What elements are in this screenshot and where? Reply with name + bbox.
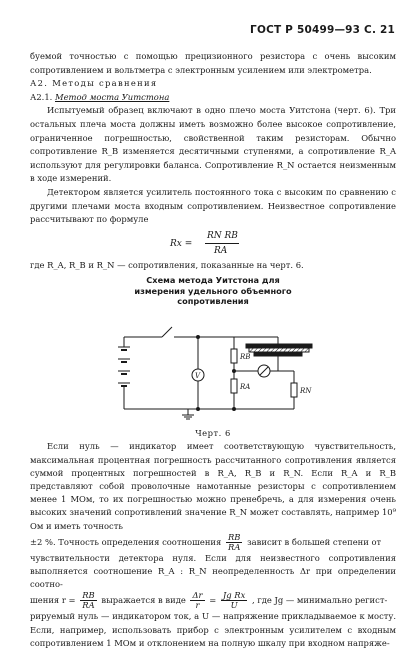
ratio-line-mid: выражается в виде [101, 595, 186, 606]
subsection-heading [30, 91, 396, 105]
figure-caption: Черт. 6 [195, 427, 231, 438]
detector-paragraph: Детектором является усилитель постоянного тока с высоким по сравнению с другими плечами моста входным сопротивлением. Неизвестное сопротивление рассчитывают по формуле [30, 186, 396, 225]
sensitivity-paragraph: чувствительности детектора нуля. Если для неизвестного сопротивления выполняется соотношение R_A : R_N неопределенность Δr при определении соотно- [30, 552, 396, 590]
ground-icon [182, 409, 194, 419]
delta-numerator: Δr [192, 590, 203, 601]
voltmeter-label: V [195, 371, 201, 380]
r-ratio [80, 591, 96, 610]
ratio-line [30, 591, 396, 610]
figure-title-line: Схема метода Уитстона для [146, 275, 280, 286]
bridge-paragraph: Испытуемый образец включают в одно плечо моста Уитстона (черт. 6). Три остальных плеча моста должны иметь возможно более высокое сопротивление, ограниченное погрешностью, свойственной таким резисторам. Обычно сопротивление R_B изменяется десятичными ступенями, а сопротивление R_A используют для регулировки баланса. Сопротивление R_N остается неизменным в ходе измерений. [30, 105, 396, 184]
resistor-rb [231, 349, 237, 363]
ratio-line-end: , где Jg — минимально регист- [252, 595, 388, 606]
section-heading [30, 77, 396, 91]
formula-lhs: Rx = [170, 238, 193, 249]
r-denominator: RA [82, 600, 95, 611]
subsection-title: Метод моста Уитстона [55, 91, 170, 102]
ratio-denominator: RA [228, 541, 241, 552]
intro-paragraph: буемой точностью с помощью прецизионного резистора с очень высоким сопротивлением и вольтметра с электронным усилением или электрометра. [30, 51, 396, 75]
wheatstone-diagram [30, 309, 396, 427]
figure-title-line: измерения удельного объемного [134, 285, 292, 296]
ratio-line-start: шения r = [30, 595, 76, 606]
figure-title-line: сопротивления [177, 296, 249, 307]
subsection-number: А2.1. [30, 91, 53, 102]
section-number: А2. [30, 78, 49, 89]
ra-label: RA [240, 382, 251, 391]
body-text [30, 50, 396, 650]
battery-icon [118, 337, 130, 409]
null-indicator-paragraph: Если нуль — индикатор имеет соответствующую чувствительность, максимальная процентная погрешность рассчитанного сопротивления является суммой процентных погрешностей в R_A, R_B и R_N. Если R_A и R_B представляют собой проволочные намотанные резисторы с сопротивлением менее 1 МОм, то их погрешностью можно пренебречь, а для измерения очень высоких значений сопротивлений значение R_N может составлять, например 10⁹ Ом и иметь точность [30, 441, 396, 531]
ratio-numerator: RB [227, 531, 241, 542]
resistor-ra [231, 379, 237, 393]
equals-sign: = [209, 595, 217, 606]
switch-icon [124, 327, 234, 337]
figure-title [30, 275, 396, 307]
accuracy-text-end: зависит в большей степени от [247, 536, 382, 547]
current-numerator: Jg Rx [222, 590, 246, 601]
r-numerator: RB [82, 590, 95, 601]
closing-paragraph: рируемый нуль — индикатором ток, а U — напряжение прикладываемое к мосту. Если, например, использовать прибор с электронным усилителем с входным сопротивлением 1 МОм и отклонением на полную шкалу при входном напряже- [30, 611, 396, 648]
rb-ra-ratio [226, 533, 242, 552]
accuracy-line [30, 533, 396, 552]
where-line: где R_A, R_B и R_N — сопротивления, показанные на черт. 6. [30, 259, 304, 270]
current-denominator: U [230, 600, 238, 611]
page-header: ГОСТ Р 50499—93 С. 21 [250, 24, 395, 36]
formula-fraction-bar [205, 243, 239, 244]
formula-numerator: RN RB [207, 230, 238, 241]
delta-ratio [190, 591, 204, 610]
rb-label: RB [240, 352, 251, 361]
delta-denominator: r [195, 600, 200, 611]
section-title: Методы сравнения [52, 78, 158, 89]
resistance-formula [30, 229, 396, 259]
accuracy-text: ±2 %. Точность определения соотношения [30, 536, 222, 547]
resistor-rn [291, 383, 297, 397]
formula-denominator: RA [214, 245, 228, 256]
current-ratio [221, 591, 247, 610]
rn-label: RN [300, 386, 312, 395]
circuit-diagram [114, 309, 314, 427]
